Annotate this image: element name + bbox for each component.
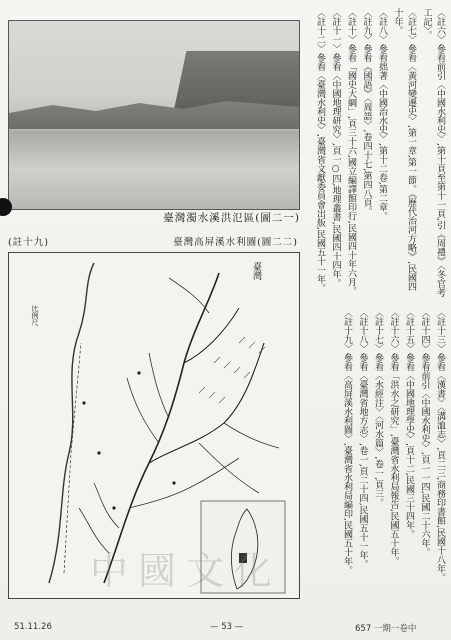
inset-label: 臺灣 (251, 262, 261, 280)
footnote: 〈註十九〉參看〈高屏溪水利圖〉,臺灣省水利局編印,民國五十年。 (342, 308, 352, 575)
photo-river (9, 131, 299, 209)
footnote: 〈註七〉參看〈黃河變遷史〉,第一章,第一節。《歷代治河方略》,民國四十年。 (392, 8, 416, 292)
footnote: 〈註十八〉參看〈臺灣省地方志〉,卷一,頁二十四,民國五十一年。 (357, 308, 368, 569)
footnote: 〈註九〉參看《國語》〈周語〉,卷四十七,第四八頁。 (361, 8, 372, 217)
river-photo (8, 20, 300, 210)
footnote: 〈註十七〉參看〈水經注〉〈河水篇〉,卷一,頁三。 (373, 308, 383, 508)
map-note: (註十九) (8, 237, 49, 248)
binder-hole (0, 198, 12, 216)
footer-date: 51.11.26 (14, 622, 52, 632)
footnote: 〈註十二〉參看〈臺灣水利史〉,臺灣省文獻委員會出版,民國五十一年。 (315, 8, 325, 293)
footnotes-column (306, 8, 446, 608)
library-watermark: 中國文化 (90, 549, 283, 593)
footnote: 〈註十一〉參看〈中國地理研究〉,頁一○四,地理叢書,民國四十四年。 (330, 8, 341, 288)
footnote: 〈註六〉參看前引〈中國水利史〉,第十頁至第十一頁,引《周禮》〈冬官考工記〉。 (421, 8, 445, 298)
footnotes-top-block (306, 8, 446, 298)
footnote: 〈註十四〉參看前引〈中國水利史〉,頁一一四,民國二十六年。 (419, 308, 430, 557)
page-footer (0, 620, 451, 640)
footnote: 〈註十五〉參看〈中國地理學史〉,頁十二,民國三十四年。 (404, 308, 414, 539)
map-caption: 臺灣高屏溪水利圖(圖二二) (173, 237, 298, 248)
map-caption-row (8, 234, 298, 248)
page-number: — 53 — (210, 622, 244, 632)
footnote: 〈註八〉參看拙著〈中國治水史〉,第十二卷,第二章。 (377, 8, 387, 221)
issue-number: 657 一期一卷中 (355, 624, 417, 634)
map-scale-label: 比例尺 (31, 305, 39, 326)
footnote: 〈註十三〉參看〈漢書〉〈溝洫志〉,頁二三,商務印書館,民國十八年。 (435, 308, 445, 583)
footnotes-bottom-block (306, 308, 446, 598)
photo-caption: 臺灣濁水溪洪氾區(圖二一) (163, 212, 300, 224)
footnote: 〈註十六〉參看「洪水之研究」,臺灣省水利局報告,民國五十年。 (388, 308, 399, 566)
footnote: 〈註十〉參看「國史大綱」,頁三十六,國立編譯館印行,民國四十年六月。 (346, 8, 356, 296)
